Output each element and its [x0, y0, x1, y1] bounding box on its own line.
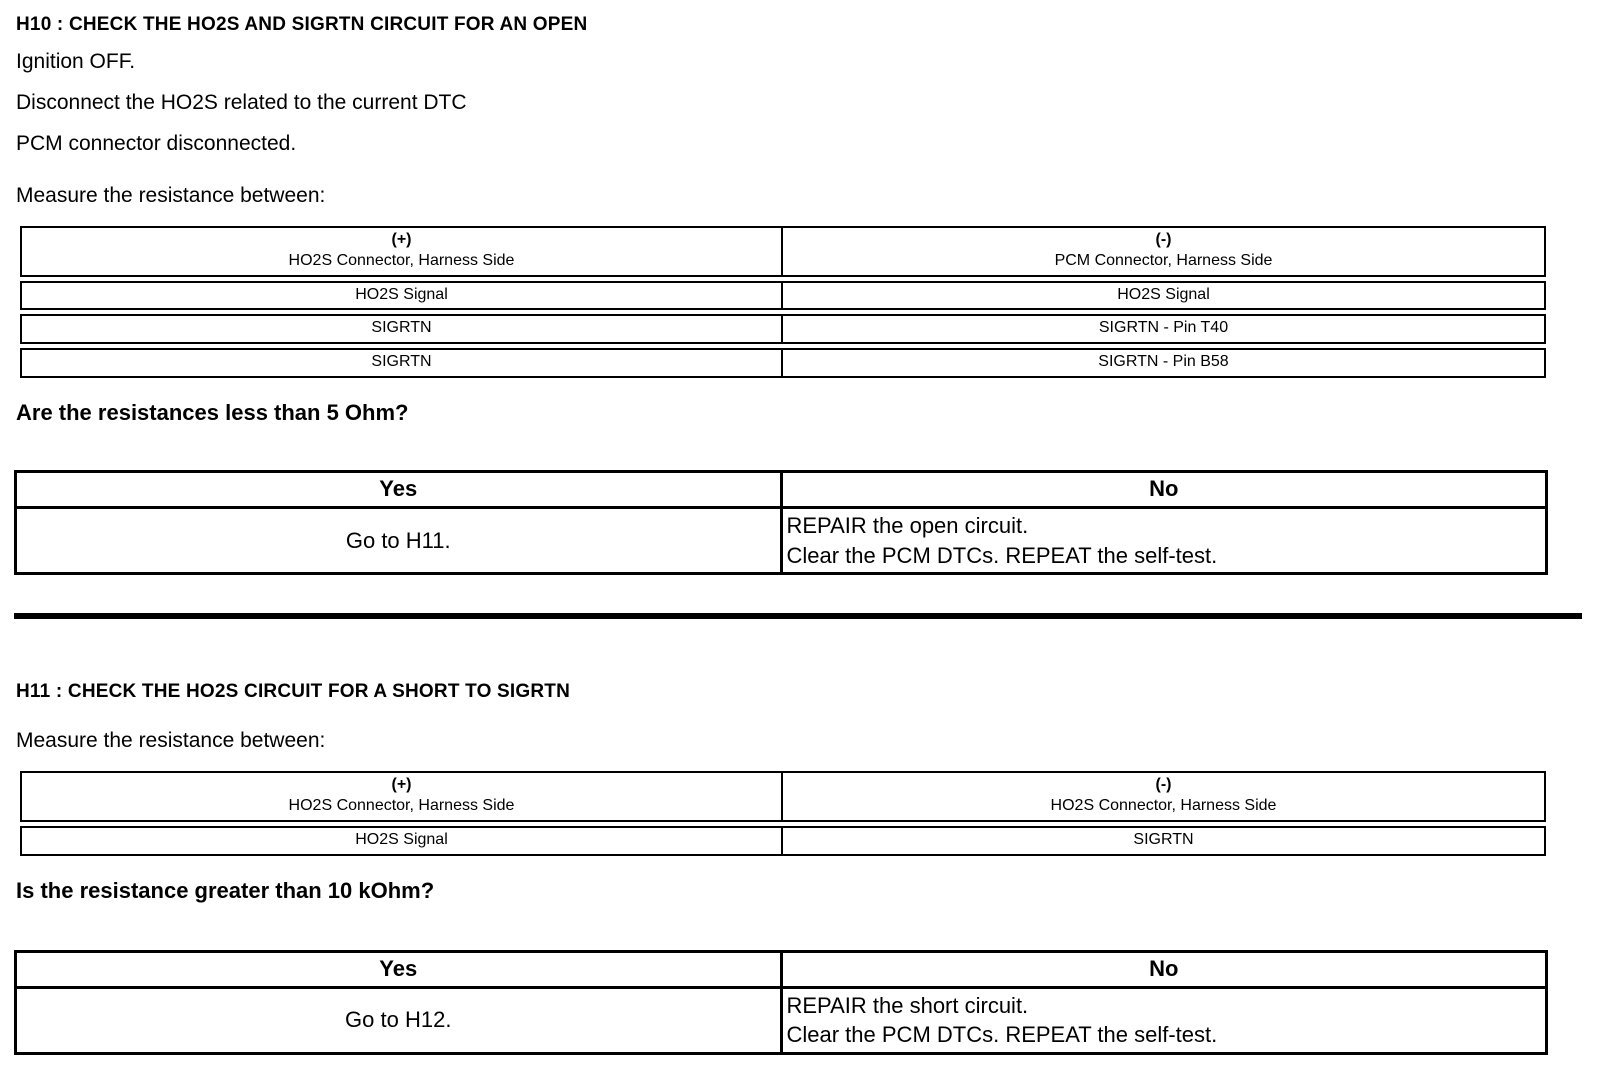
- no-action-line: Clear the PCM DTCs. REPEAT the self-test.: [786, 1022, 1218, 1048]
- section-h11: [14, 681, 1582, 1055]
- no-action-line: Clear the PCM DTCs. REPEAT the self-test.: [786, 542, 1218, 568]
- minus-pin-cell: SIGRTN - Pin T40: [1098, 319, 1229, 337]
- measurement-row: [20, 281, 1546, 311]
- plus-pin-cell: SIGRTN: [22, 316, 783, 342]
- yes-header: Yes: [16, 951, 782, 987]
- yes-action: Go to H11.: [16, 507, 782, 573]
- no-action: [781, 507, 1547, 573]
- plus-sign-label: (+): [391, 776, 412, 794]
- plus-pin-cell: SIGRTN: [22, 350, 783, 376]
- minus-header-cell: [783, 228, 1544, 275]
- no-header: No: [781, 471, 1547, 507]
- minus-pin-cell: SIGRTN - Pin B58: [1098, 353, 1229, 371]
- instruction-line: Ignition OFF.: [16, 50, 136, 73]
- no-header: No: [781, 951, 1547, 987]
- minus-header-cell: [783, 773, 1544, 820]
- minus-pin-cell: SIGRTN: [1133, 830, 1194, 848]
- section-h10: [14, 14, 1582, 575]
- section-divider: [14, 613, 1582, 619]
- yes-header: Yes: [16, 471, 782, 507]
- measurement-table-header: [20, 771, 1546, 822]
- plus-header-cell: [22, 773, 783, 820]
- minus-sign-label: (-): [1155, 776, 1172, 794]
- section-heading: H11 : CHECK THE HO2S CIRCUIT FOR A SHORT TO SIGRTN: [16, 681, 571, 703]
- decision-header-row: [16, 951, 1547, 987]
- measurement-row: [20, 826, 1546, 856]
- minus-connector-label: PCM Connector, Harness Side: [1054, 251, 1273, 269]
- measurement-table: [20, 771, 1546, 855]
- measure-label: Measure the resistance between:: [16, 729, 326, 753]
- decision-table: [14, 950, 1548, 1055]
- plus-connector-label: HO2S Connector, Harness Side: [288, 251, 515, 269]
- minus-pin-cell: HO2S Signal: [1117, 285, 1210, 303]
- plus-header-cell: [22, 228, 783, 275]
- minus-sign-label: (-): [1155, 231, 1172, 248]
- plus-sign-label: (+): [391, 231, 412, 248]
- no-action-line: REPAIR the open circuit.: [786, 512, 1029, 538]
- minus-connector-label: HO2S Connector, Harness Side: [1050, 797, 1277, 815]
- decision-body-row: [16, 987, 1547, 1053]
- measurement-row: [20, 314, 1546, 344]
- no-action: [781, 987, 1547, 1053]
- plus-connector-label: HO2S Connector, Harness Side: [288, 797, 515, 815]
- instruction-line: PCM connector disconnected.: [16, 132, 297, 155]
- decision-question: Is the resistance greater than 10 kOhm?: [16, 877, 435, 903]
- decision-header-row: [16, 471, 1547, 507]
- measurement-row: [20, 348, 1546, 378]
- plus-pin-cell: HO2S Signal: [22, 283, 783, 309]
- decision-body-row: [16, 507, 1547, 573]
- section-heading: H10 : CHECK THE HO2S AND SIGRTN CIRCUIT FOR AN OPEN: [16, 14, 588, 35]
- yes-action: Go to H12.: [16, 987, 782, 1053]
- measure-label: Measure the resistance between:: [16, 184, 326, 207]
- measurement-table: [20, 226, 1546, 378]
- no-action-line: REPAIR the short circuit.: [786, 992, 1029, 1018]
- measurement-table-header: [20, 226, 1546, 277]
- plus-pin-cell: HO2S Signal: [22, 828, 783, 854]
- instruction-line: Disconnect the HO2S related to the current DTC: [16, 91, 467, 114]
- decision-question: Are the resistances less than 5 Ohm?: [16, 399, 409, 425]
- decision-table: [14, 470, 1548, 575]
